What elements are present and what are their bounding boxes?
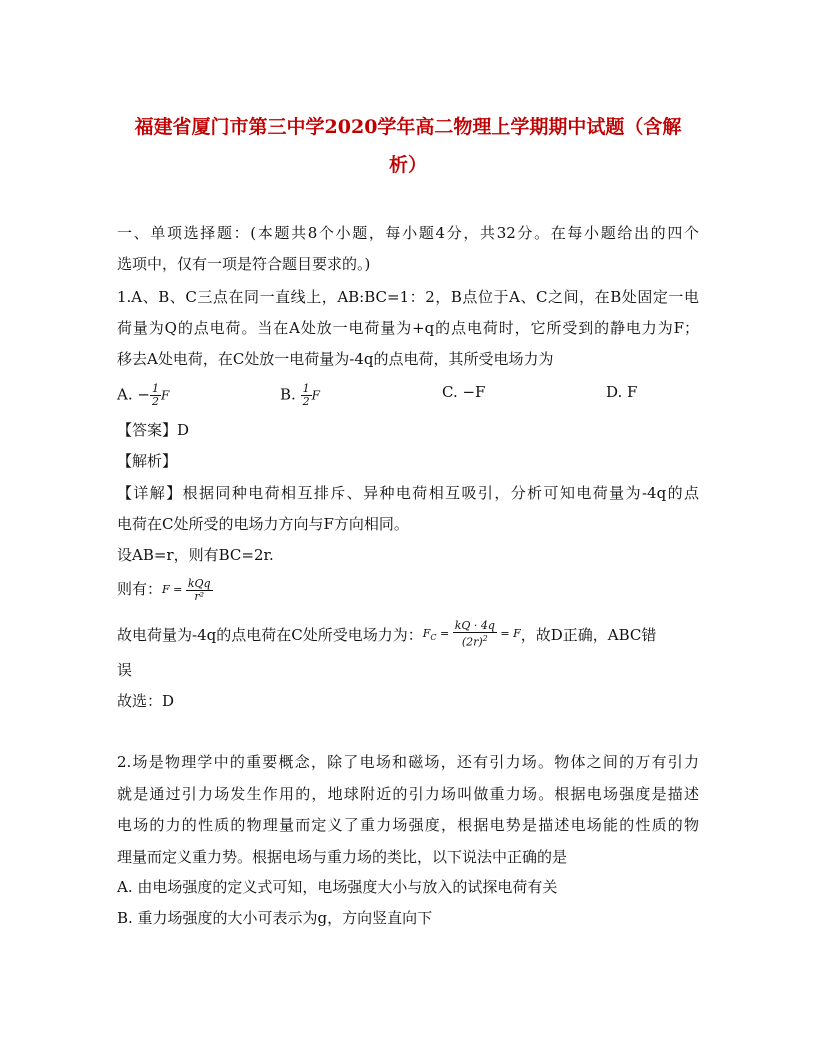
q1-formula-line — [117, 572, 213, 607]
formula-lhs: F = — [162, 583, 183, 596]
q1-stem-line-1: 1.A、B、C三点在同一直线上，AB:BC=1：2，B点位于A、C之间，在B处固定一电 — [117, 288, 699, 306]
formula2-fraction — [453, 620, 497, 649]
option-a-variable: F — [160, 388, 170, 403]
section-instructions-line-2: 选项中，仅有一项是符合题目要求的。) — [117, 255, 371, 273]
q2-stem-line-4: 理量而定义重力势。根据电场与重力场的类比，以下说法中正确的是 — [117, 848, 568, 866]
field-force-formula — [423, 619, 521, 653]
q1-analysis-heading: 【解析】 — [117, 452, 178, 470]
q2-stem-line-1: 2.场是物理学中的重要概念，除了电场和磁场，还有引力场。物体之间的万有引力 — [117, 753, 699, 771]
q1-option-a — [117, 383, 169, 408]
option-a-numerator: 1 — [151, 382, 159, 395]
option-a-sign: − — [137, 385, 150, 404]
document-title-line-1: 福建省厦门市第三中学2020学年高二物理上学期期中试题（含解 — [134, 116, 682, 138]
q1-stem-line-3: 移去A处电荷，在C处放一电荷量为-4q的点电荷，其所受电场力为 — [117, 350, 554, 368]
q2-stem-line-2: 就是通过引力场发生作用的，地球附近的引力场叫做重力场。根据电场强度是描述 — [117, 785, 699, 803]
option-a-denominator: 2 — [151, 395, 159, 408]
formula2-numerator: kQ · 4q — [454, 618, 495, 632]
option-b-variable: F — [311, 388, 320, 403]
q1-answer: 【答案】D — [117, 421, 190, 439]
option-b-label: B. — [280, 385, 296, 404]
section-instructions-line-1: 一、单项选择题：(本题共8个小题，每小题4分，共32分。在每小题给出的四个 — [117, 224, 699, 242]
q2-option-a: A. 由电场强度的定义式可知，电场强度大小与放入的试探电荷有关 — [117, 878, 558, 896]
q1-detail-line-1: 【详解】根据同种电荷相互排斥、异种电荷相互吸引，分析可知电荷量为-4q的点 — [117, 484, 699, 502]
q1-option-c: C. −F — [442, 383, 486, 401]
formula-fraction — [186, 578, 213, 603]
formula2-exponent: 2 — [482, 633, 488, 643]
q1-stem-line-2: 荷量为Q的点电荷。当在A处放一电荷量为+q的点电荷时，它所受到的静电力为F； — [117, 319, 699, 337]
q1-option-b — [280, 383, 320, 408]
formula2-equals: = — [439, 627, 450, 640]
coulomb-formula — [162, 573, 213, 607]
q1-detail-line-2: 电荷在C处所受的电场力方向与F方向相同。 — [117, 515, 409, 533]
option-b-numerator: 1 — [302, 382, 310, 395]
option-a-fraction — [150, 383, 161, 408]
option-b-fraction — [301, 383, 312, 408]
q1-conclusion-line — [117, 619, 656, 653]
option-a-label: A. — [117, 385, 133, 404]
q1-option-d: D. F — [606, 383, 638, 401]
q1-set-line: 设AB=r，则有BC=2r. — [117, 546, 274, 564]
formula-denominator: r² — [194, 589, 205, 603]
q1-choice: 故选：D — [117, 692, 175, 710]
formula2-lhs: F — [422, 627, 431, 640]
q2-stem-line-3: 电场的力的性质的物理量而定义了重力场强度，根据电势是描述电场能的性质的物 — [117, 816, 699, 834]
conclusion-prefix: 故电荷量为-4q的点电荷在C处所受电场力为： — [117, 626, 423, 645]
formula2-denominator — [453, 633, 497, 649]
q1-conclusion-end: 误 — [117, 661, 133, 679]
formula-prefix: 则有： — [117, 580, 163, 598]
formula-numerator: kQq — [187, 576, 211, 590]
formula2-subscript: C — [430, 633, 437, 643]
q2-option-b: B. 重力场强度的大小可表示为g，方向竖直向下 — [117, 909, 433, 927]
option-b-denominator: 2 — [302, 395, 310, 408]
formula2-denominator-base: (2r) — [461, 635, 483, 649]
conclusion-suffix: ，故D正确，ABC错 — [520, 626, 657, 645]
document-title-line-2: 析） — [388, 154, 427, 176]
formula2-rhs: = F — [500, 627, 521, 640]
